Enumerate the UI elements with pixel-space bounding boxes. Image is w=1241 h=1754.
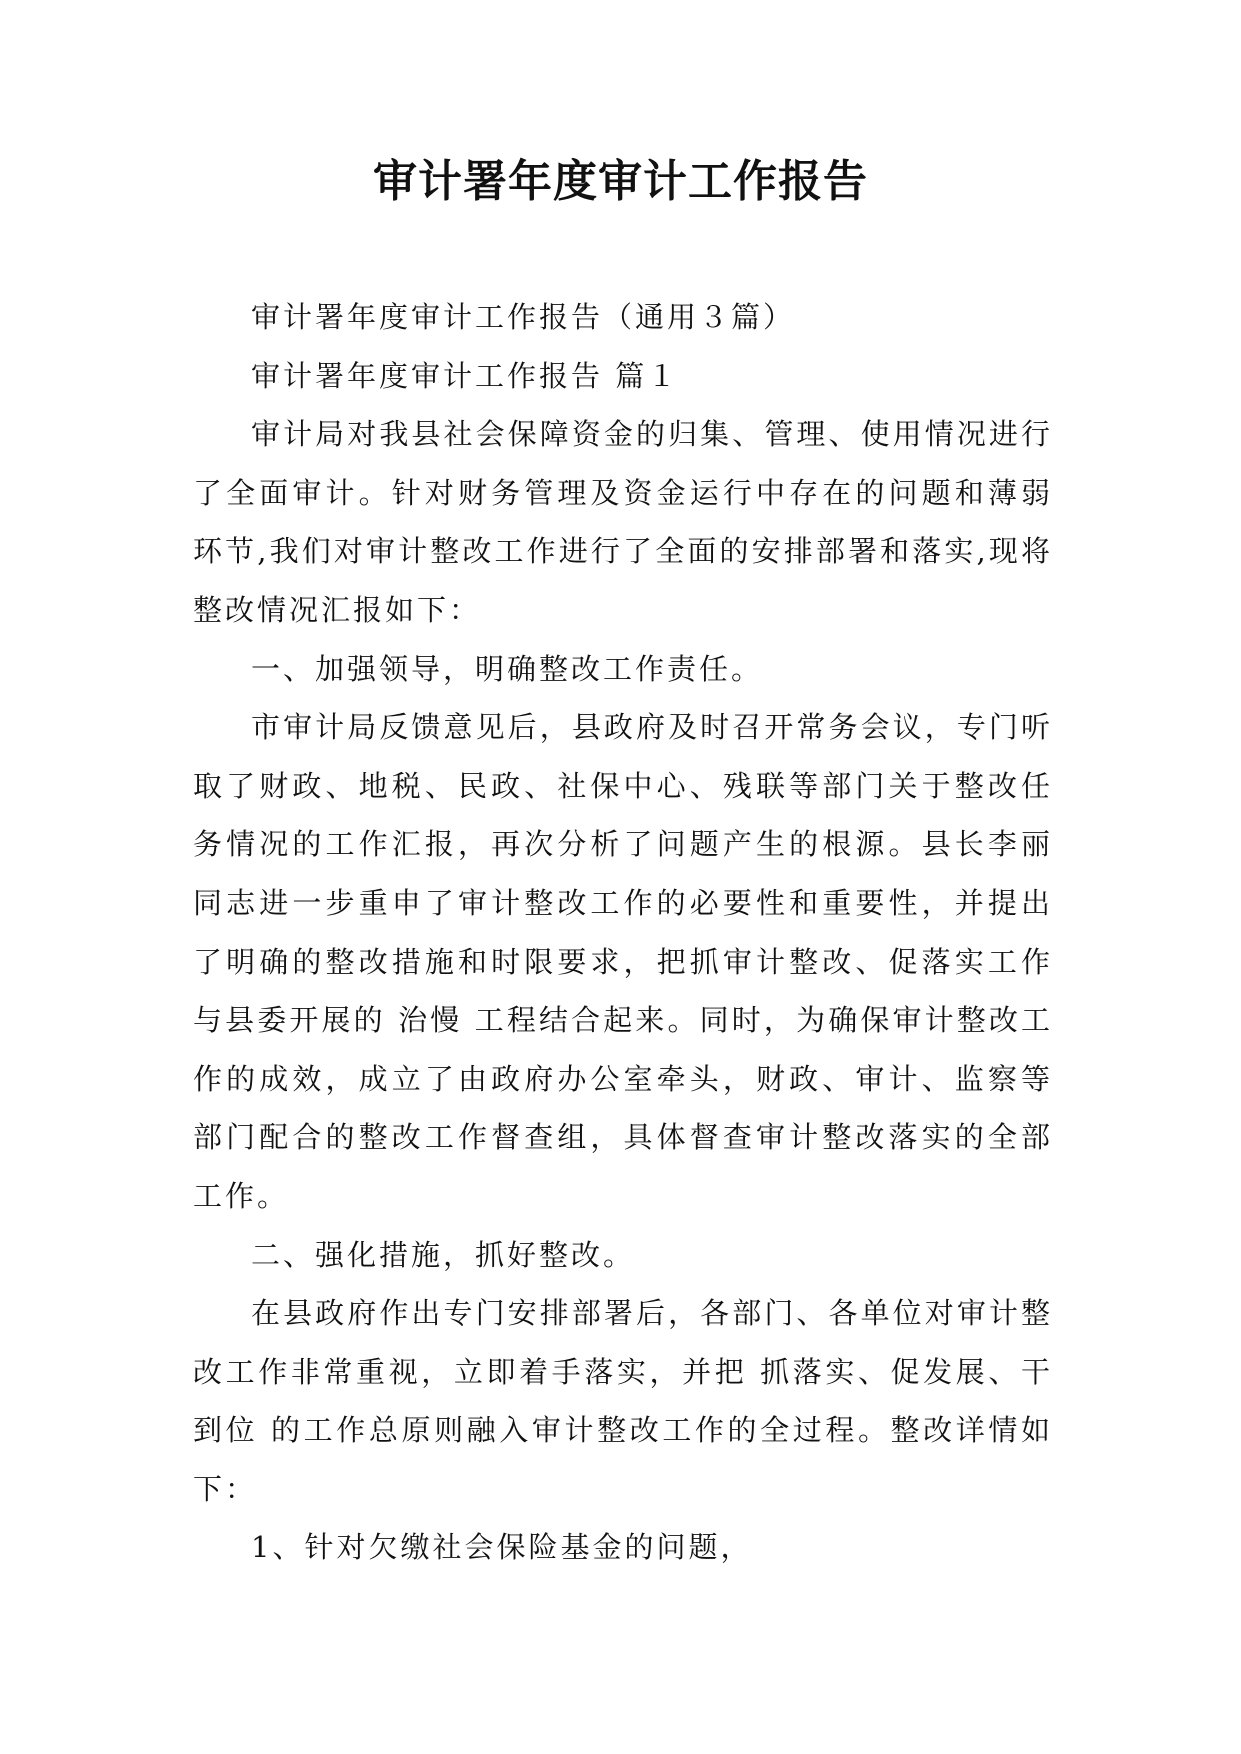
body-paragraph: 审计局对我县社会保障资金的归集、管理、使用情况进行了全面审计。针对财务管理及资金运行中存在的问题和薄弱环节,我们对审计整改工作进行了全面的安排部署和落实,现将整改情况汇报如下：: [193, 417, 1053, 627]
document-title: 审计署年度审计工作报告: [373, 156, 868, 207]
body-paragraph: 1、针对欠缴社会保险基金的问题，: [251, 1530, 753, 1565]
section-heading: 二、强化措施，抓好整改。: [251, 1237, 636, 1272]
document-body: [193, 288, 1053, 1577]
section-heading: 审计署年度审计工作报告 篇１: [251, 358, 680, 393]
section-heading: 一、加强领导，明确整改工作责任。: [251, 651, 764, 686]
body-paragraph: 市审计局反馈意见后，县政府及时召开常务会议，专门听取了财政、地税、民政、社保中心、残联等部门关于整改任务情况的工作汇报，再次分析了问题产生的根源。县长李丽同志进一步重申了审计整改工作的必要性和重要性，并提出了明确的整改措施和时限要求，把抓审计整改、促落实工作与县委开展的 治慢 工程结合起来。同时，为确保审计整改工作的成效，成立了由政府办公室牵头，财政、审计、监察等部门配合的整改工作督查组，具体督查审计整改落实的全部工作。: [193, 710, 1053, 1213]
subtitle-paragraph: 审计署年度审计工作报告（通用３篇）: [251, 300, 796, 334]
body-paragraph: 在县政府作出专门安排部署后，各部门、各单位对审计整改工作非常重视，立即着手落实，并把 抓落实、促发展、干到位 的工作总原则融入审计整改工作的全过程。整改详情如下：: [193, 1296, 1053, 1506]
